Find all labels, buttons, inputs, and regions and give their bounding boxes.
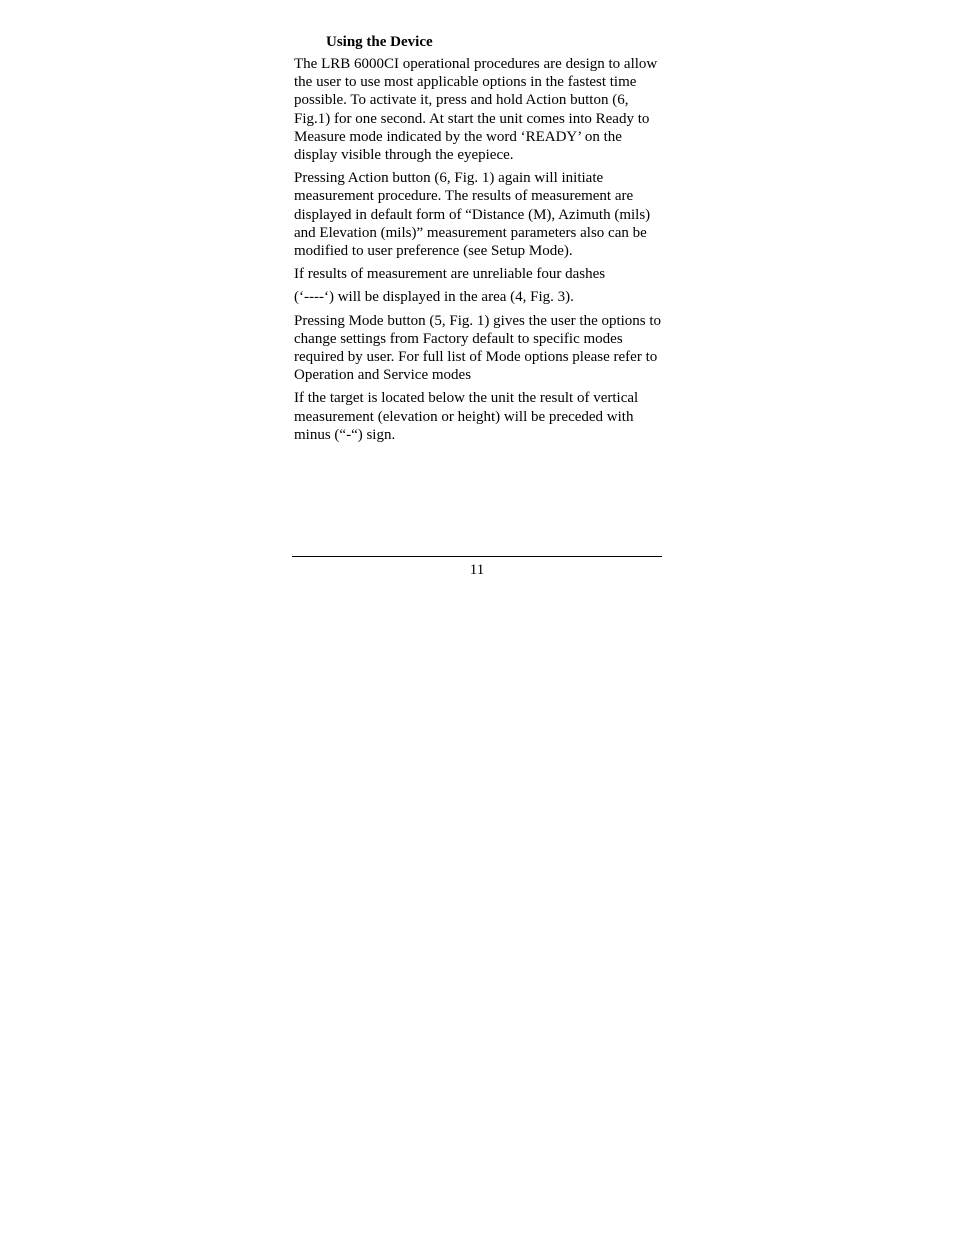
footer-divider [292,556,662,557]
paragraph-activation: The LRB 6000CI operational procedures are design to allow the user to use most applicable options in the fastest time possible. To activate it, press and hold Action button (6, Fig.1) for one second. At start the unit comes into Ready to Measure mode indicated by the word ‘READY’ on the display visible through the eyepiece. [294,56,658,164]
section-heading: Using the Device [326,34,433,50]
paragraph-dashes: (‘----‘) will be displayed in the area (4, Fig. 3). [294,289,574,306]
paragraph-minus-sign: If the target is located below the unit the result of vertical measurement (elevation or height) will be preceded with minus (“-“) sign. [294,390,639,443]
page-content [294,32,662,449]
paragraph-unreliable: If results of measurement are unreliable four dashes [294,266,606,283]
page-number: 11 [469,562,485,578]
paragraph-mode-button: Pressing Mode button (5, Fig. 1) gives the user the options to change settings from Factory default to specific modes required by user. For full list of Mode options please refer to Operation and Service modes [294,312,662,384]
paragraph-measurement: Pressing Action button (6, Fig. 1) again will initiate measurement procedure. The results of measurement are displayed in default form of “Distance (M), Azimuth (mils) and Elevation (mils)” measurement parameters also can be modified to user preference (see Setup Mode). [294,170,651,260]
